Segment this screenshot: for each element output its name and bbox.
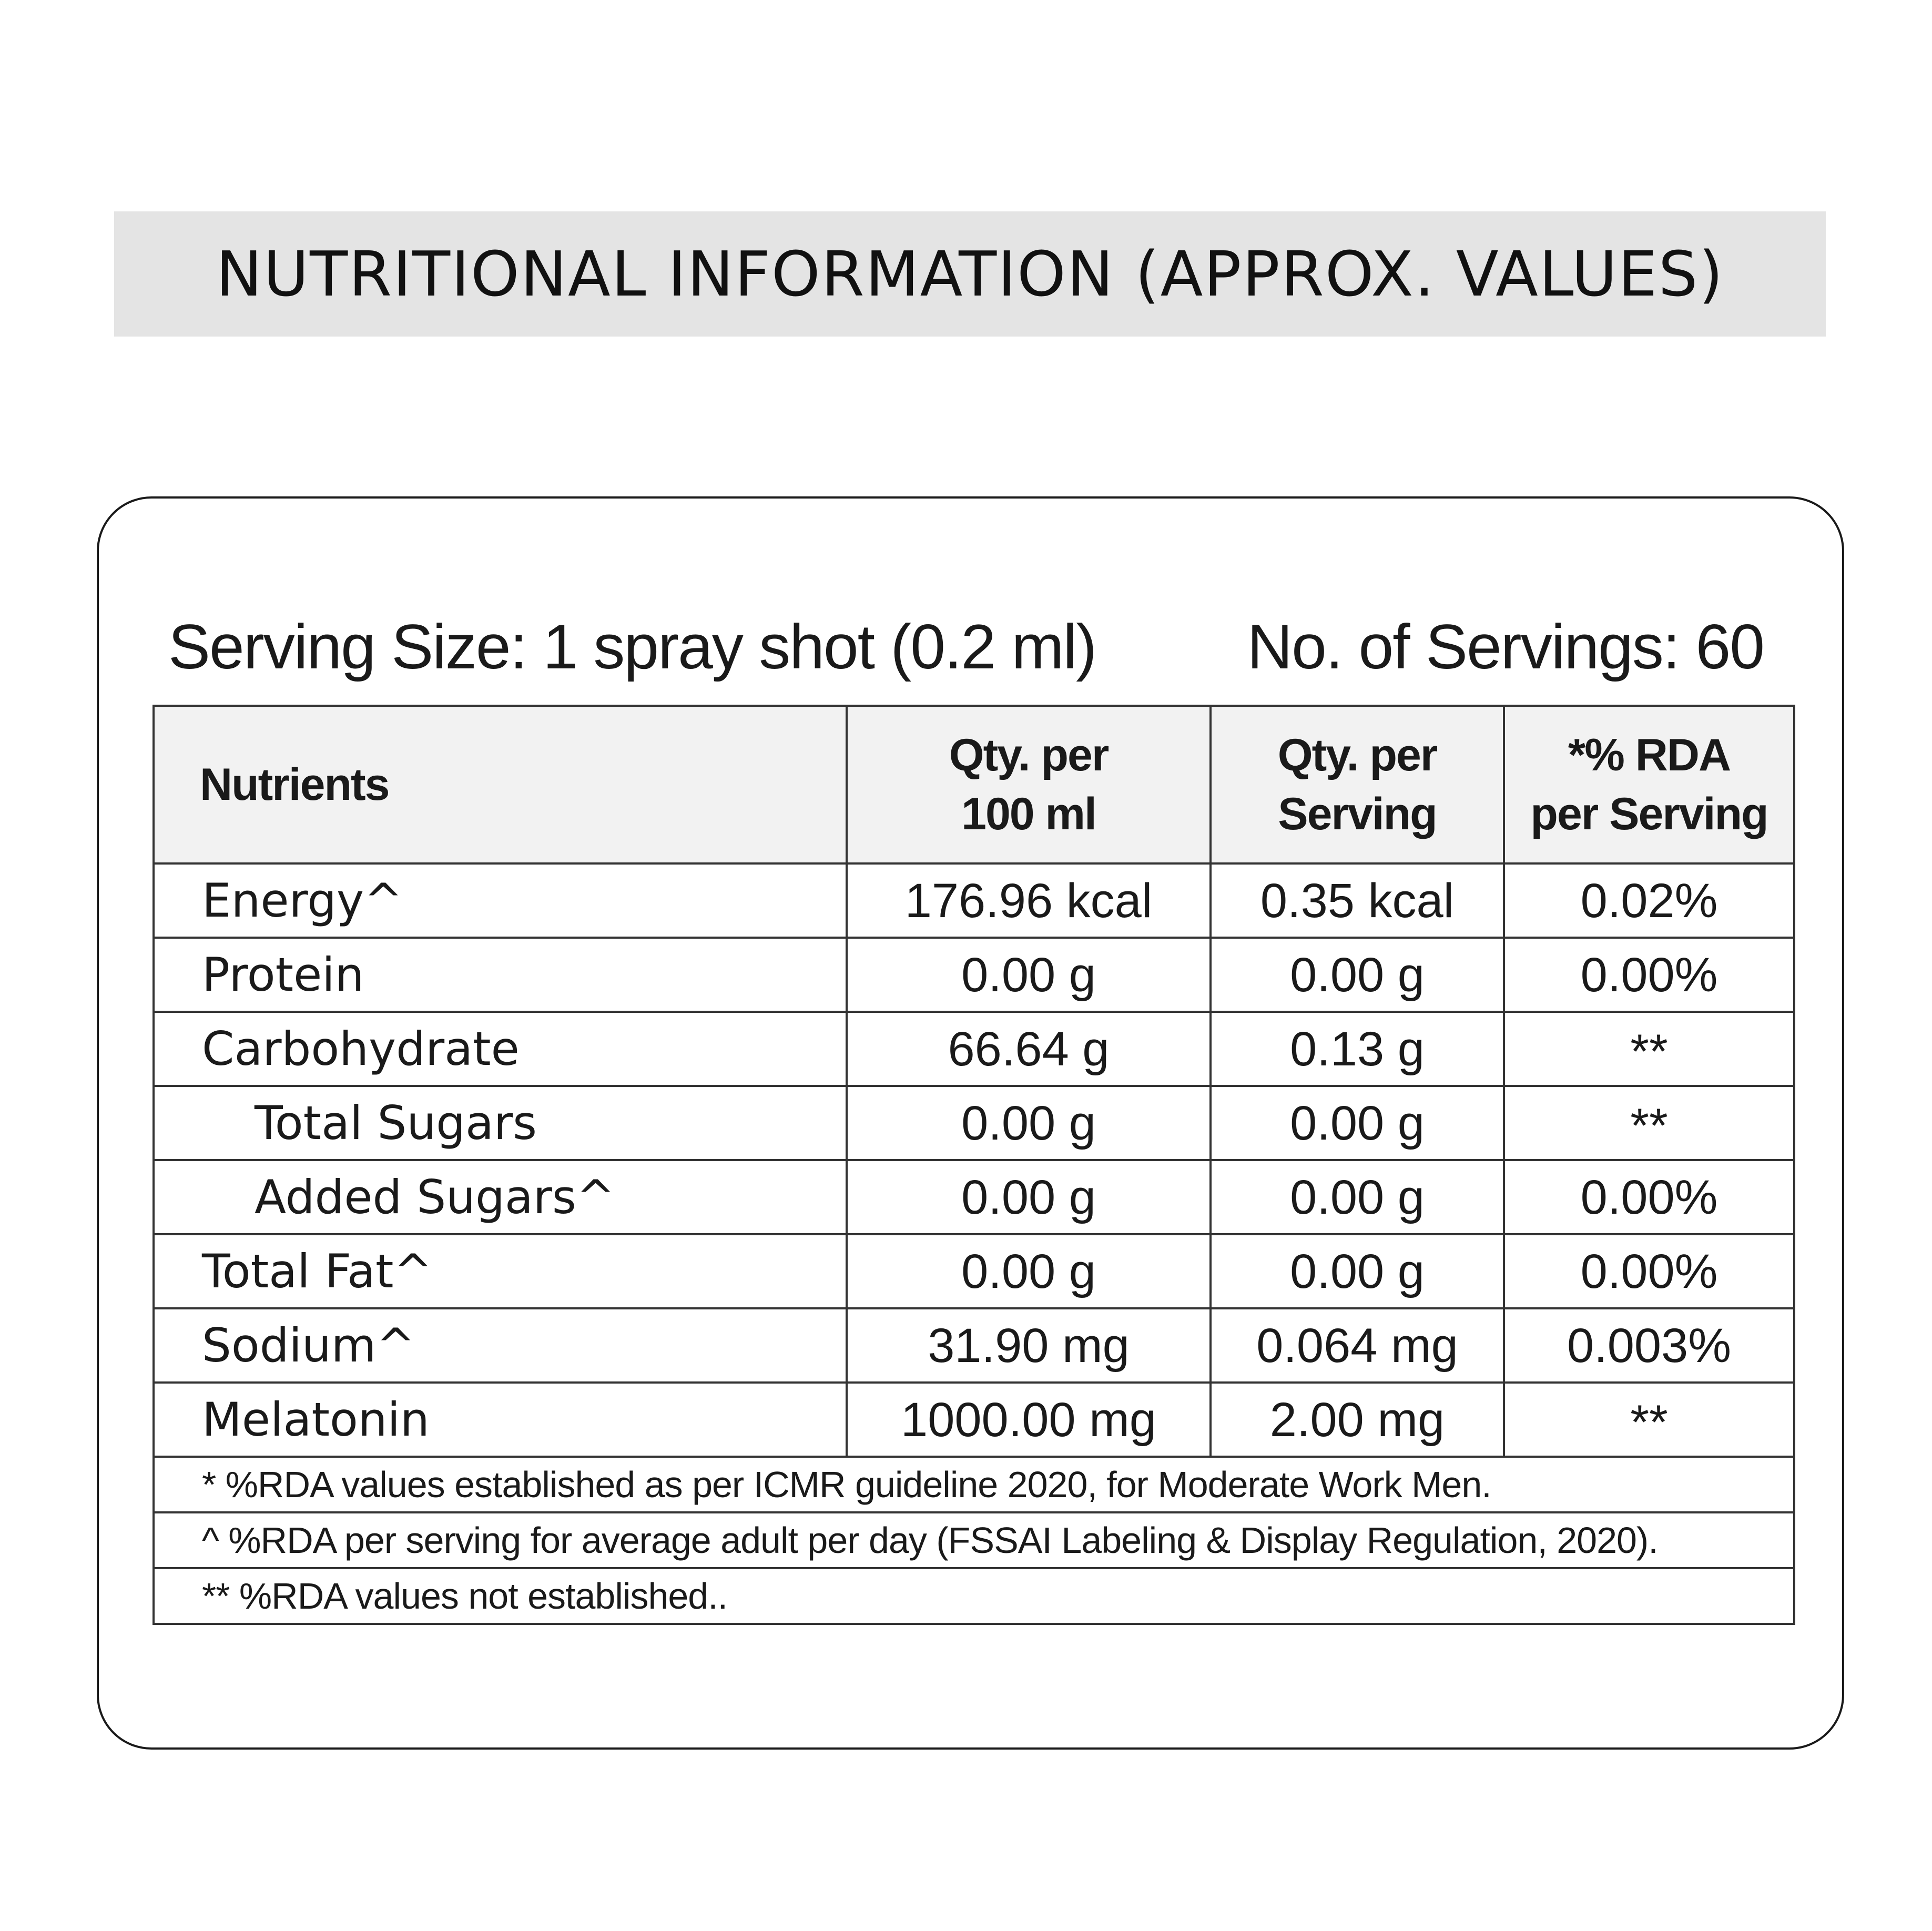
table-row [154, 938, 1794, 1012]
table-header-row [154, 706, 1794, 863]
table-row [154, 1160, 1794, 1234]
qty-per-serving: 0.00 g [1211, 938, 1504, 1012]
footnote-rda-fssai: ^ %RDA per serving for average adult per day (FSSAI Labeling & Display Regulation, 2020). [154, 1512, 1794, 1568]
qty-per-100ml: 0.00 g [847, 1086, 1211, 1160]
footnote-rda-not-established: ** %RDA values not established.. [154, 1568, 1794, 1624]
header-qty-per-serving: Qty. per Serving [1211, 706, 1504, 863]
qty-per-serving: 0.35 kcal [1211, 863, 1504, 938]
table-row [154, 1383, 1794, 1457]
rda-value: 0.003% [1504, 1308, 1794, 1383]
qty-per-100ml: 0.00 g [847, 1234, 1211, 1308]
footnote-row [154, 1512, 1794, 1568]
header-qty-per-100ml: Qty. per 100 ml [847, 706, 1211, 863]
rda-value: 0.02% [1504, 863, 1794, 938]
qty-per-100ml: 0.00 g [847, 1160, 1211, 1234]
nutrient-name: Protein [154, 938, 847, 1012]
serving-size: Serving Size: 1 spray shot (0.2 ml) [168, 612, 1096, 682]
nutrient-name: Melatonin [154, 1383, 847, 1457]
rda-value: ** [1504, 1012, 1794, 1086]
qty-per-100ml: 0.00 g [847, 938, 1211, 1012]
nutrient-name: Energy^ [154, 863, 847, 938]
nutrient-name: Total Fat^ [154, 1234, 847, 1308]
rda-value: 0.00% [1504, 1234, 1794, 1308]
rda-value: 0.00% [1504, 938, 1794, 1012]
rda-value: ** [1504, 1383, 1794, 1457]
nutrient-name: Carbohydrate [154, 1012, 847, 1086]
qty-per-serving: 0.00 g [1211, 1234, 1504, 1308]
title-band [114, 211, 1826, 337]
qty-per-serving: 0.00 g [1211, 1086, 1504, 1160]
table-row [154, 1234, 1794, 1308]
servings-count: No. of Servings: 60 [1247, 612, 1764, 682]
qty-per-100ml: 176.96 kcal [847, 863, 1211, 938]
rda-value: ** [1504, 1086, 1794, 1160]
qty-per-100ml: 31.90 mg [847, 1308, 1211, 1383]
qty-per-100ml: 1000.00 mg [847, 1383, 1211, 1457]
qty-per-serving: 0.13 g [1211, 1012, 1504, 1086]
table-row [154, 1012, 1794, 1086]
page-title: NUTRITIONAL INFORMATION (APPROX. VALUES) [216, 238, 1724, 310]
footnote-rda-icmr: * %RDA values established as per ICMR guideline 2020, for Moderate Work Men. [154, 1457, 1794, 1512]
table-row [154, 1086, 1794, 1160]
qty-per-serving: 0.064 mg [1211, 1308, 1504, 1383]
footnote-row [154, 1568, 1794, 1624]
nutrient-name: Sodium^ [154, 1308, 847, 1383]
rda-value: 0.00% [1504, 1160, 1794, 1234]
header-rda-per-serving: *% RDA per Serving [1504, 706, 1794, 863]
qty-per-100ml: 66.64 g [847, 1012, 1211, 1086]
qty-per-serving: 0.00 g [1211, 1160, 1504, 1234]
nutrient-name: Total Sugars [154, 1086, 847, 1160]
header-nutrients: Nutrients [154, 706, 847, 863]
nutrient-name: Added Sugars^ [154, 1160, 847, 1234]
nutrition-table [152, 705, 1795, 1625]
footnote-row [154, 1457, 1794, 1512]
table-row [154, 863, 1794, 938]
table-row [154, 1308, 1794, 1383]
qty-per-serving: 2.00 mg [1211, 1383, 1504, 1457]
